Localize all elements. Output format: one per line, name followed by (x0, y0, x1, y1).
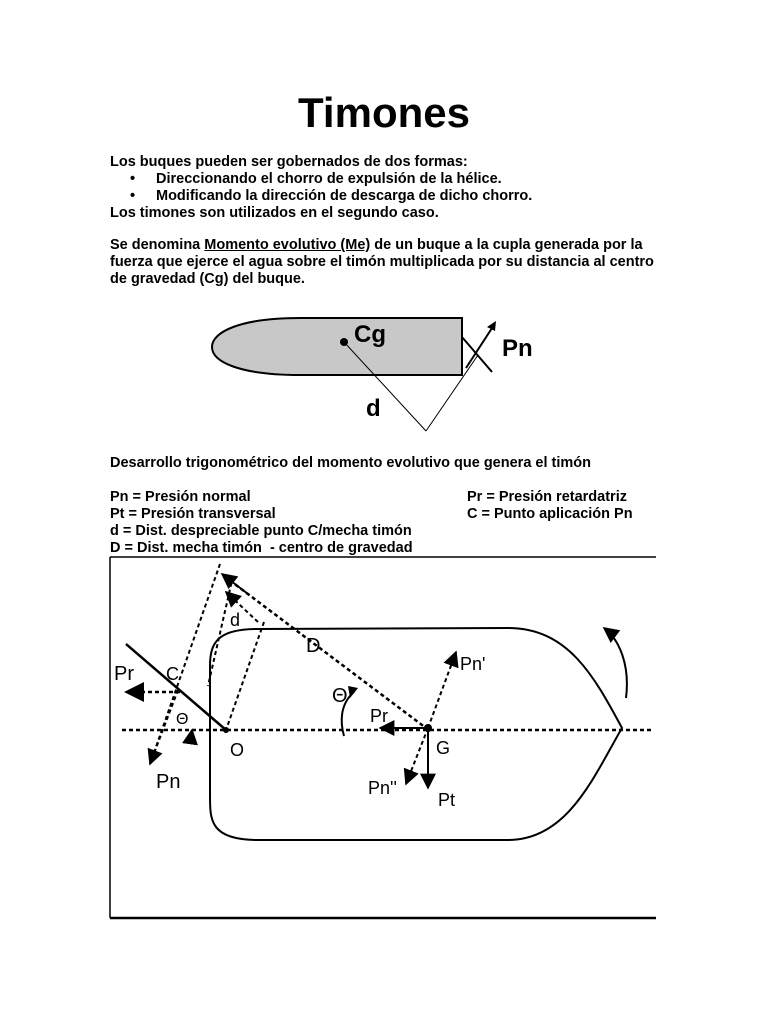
trig-moment-diagram (108, 556, 656, 920)
bullet-item: • Direccionando el chorro de expulsión de la hélice. (110, 171, 670, 188)
legend-pr: Pr = Presión retardatriz (467, 489, 627, 505)
definition-before: Se denomina (110, 237, 205, 253)
intro-paragraph (110, 154, 670, 222)
label-theta-left: Θ (176, 711, 189, 728)
legend-row (110, 523, 655, 540)
label-pt: Pt (438, 790, 456, 810)
intro-line-1: Los buques pueden ser gobernados de dos formas: (110, 154, 468, 170)
legend (110, 489, 655, 557)
theta-mark-left (190, 730, 192, 744)
label-d-small: d (230, 610, 241, 630)
definition-term: Momento evolutivo (Me) (204, 237, 371, 253)
d-line (226, 622, 264, 730)
legend-row (110, 540, 655, 557)
legend-pn: Pn = Presión normal (110, 489, 251, 505)
label-pn-dprime: Pn'' (368, 778, 397, 798)
dashed-line-inner (208, 576, 233, 686)
d-label: d (366, 395, 381, 422)
cg-label: Cg (354, 321, 386, 348)
label-d-big: D (306, 635, 321, 657)
legend-d-small: d = Dist. despreciable punto C/mecha timón (110, 523, 412, 539)
bullet-item: • Modificando la dirección de descarga de dicho chorro. (110, 188, 670, 205)
definition-after: de un buque a la cupla generada por la fuerza que ejerce el agua sobre el timón multiplicada por su distancia al centro de gravedad (Cg) del buque. (110, 237, 654, 287)
legend-row (110, 489, 655, 506)
pn-dprime-arrow (406, 728, 428, 784)
hull-shape (212, 318, 462, 375)
label-pr-left: Pr (114, 663, 134, 685)
label-o: O (230, 740, 245, 760)
legend-c: C = Punto aplicación Pn (467, 506, 633, 522)
development-title: Desarrollo trigonométrico del momento evolutivo que genera el timón (110, 455, 591, 471)
ship-moment-diagram (200, 300, 560, 440)
definition-paragraph (110, 237, 670, 288)
hull-outline (210, 628, 622, 840)
legend-d-big: D = Dist. mecha timón - centro de gravedad (110, 540, 413, 556)
pn-prime-arrow (428, 652, 456, 728)
bullet-list (110, 171, 670, 205)
label-c: C (166, 664, 179, 684)
big-d-arrow (222, 574, 248, 594)
label-pn-prime: Pn' (460, 654, 486, 674)
label-pn-left: Pn (156, 771, 181, 793)
o-point (223, 727, 229, 733)
page-title: Timones (298, 89, 470, 136)
label-pr-mid: Pr (370, 706, 388, 726)
pn-arrow-line (150, 690, 178, 764)
intro-line-2: Los timones son utilizados en el segundo caso. (110, 205, 439, 221)
label-g: G (436, 738, 451, 758)
pn-label: Pn (502, 335, 533, 362)
rotation-arrow (604, 628, 627, 698)
legend-pt: Pt = Presión transversal (110, 506, 276, 522)
legend-row (110, 506, 655, 523)
label-theta-mid: Θ (332, 685, 348, 707)
